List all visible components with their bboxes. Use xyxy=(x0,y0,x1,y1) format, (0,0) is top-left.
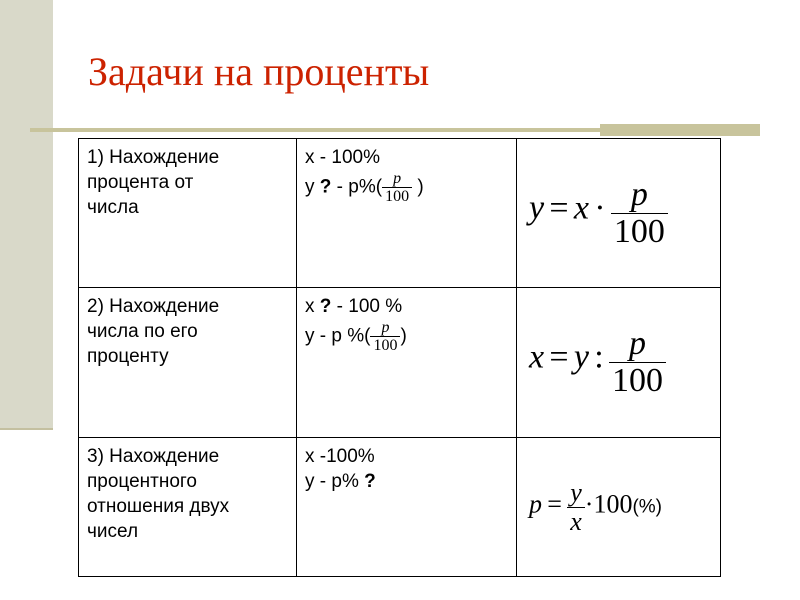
relation-text: ) xyxy=(417,176,424,198)
fraction-denominator: x xyxy=(570,506,582,536)
formula-eq: = xyxy=(547,489,562,519)
task-text-line: числа по его xyxy=(87,321,198,342)
relation-var: у xyxy=(305,176,315,198)
percent-tasks-table xyxy=(78,138,721,577)
fraction-denominator: 100 xyxy=(613,212,665,250)
slide-title: Задачи на проценты xyxy=(88,49,430,94)
relation-fraction xyxy=(382,170,412,205)
task-text-line: процента от xyxy=(87,172,194,193)
task-text-line: чисел xyxy=(87,521,139,542)
formula-var: x xyxy=(573,189,589,227)
formula-var: y xyxy=(573,338,589,376)
formula-eq: = xyxy=(549,338,569,376)
unknown-mark: ? xyxy=(319,296,332,317)
task-cell xyxy=(79,139,297,288)
formula-suffix: (%) xyxy=(632,496,663,518)
formula-fraction xyxy=(609,326,666,399)
relation-cell xyxy=(297,288,517,438)
formula-op: : xyxy=(594,338,604,376)
fraction-denominator: 100 xyxy=(611,362,663,399)
relation-text: - р%( xyxy=(336,176,383,198)
unknown-mark: ? xyxy=(319,176,332,198)
task-text-line: 2) Нахождение xyxy=(87,296,220,317)
formula-cell xyxy=(517,139,721,288)
relation-var: х xyxy=(305,296,315,317)
fraction-denominator: 100 xyxy=(373,337,398,354)
task-text-line: отношения двух xyxy=(87,496,230,517)
relation-text: у - р% xyxy=(305,471,359,492)
relation-line: х -100% xyxy=(305,446,375,467)
formula-op: · xyxy=(584,489,594,519)
table-row xyxy=(79,288,721,438)
sidebar-divider xyxy=(0,428,53,430)
title-underline-accent xyxy=(600,124,760,136)
formula-lhs: x xyxy=(529,338,545,376)
formula-eq: = xyxy=(549,189,569,227)
task-text-line: 1) Нахождение xyxy=(87,147,220,168)
table-row xyxy=(79,438,721,577)
relation-fraction xyxy=(370,319,400,354)
relation-text: - 100 % xyxy=(336,296,403,317)
formula-lhs: p xyxy=(529,489,542,519)
task-cell xyxy=(79,288,297,438)
table-row xyxy=(79,139,721,288)
relation-cell xyxy=(297,139,517,288)
fraction-numerator: p xyxy=(611,177,668,214)
fraction-numerator: p xyxy=(609,326,666,363)
fraction-numerator: p xyxy=(370,319,400,337)
fraction-denominator: 100 xyxy=(385,188,410,205)
relation-line: х - 100% xyxy=(305,147,380,168)
task-text-line: 3) Нахождение xyxy=(87,446,220,467)
formula-cell xyxy=(517,288,721,438)
decorative-sidebar xyxy=(0,0,53,428)
formula-multiplier: 100 xyxy=(593,489,633,519)
formula-op: · xyxy=(594,189,606,227)
relation-line xyxy=(305,319,508,354)
relation-cell xyxy=(297,438,517,577)
relation-text: ) xyxy=(400,325,407,347)
task-cell xyxy=(79,438,297,577)
fraction-numerator: p xyxy=(382,170,412,188)
relation-line xyxy=(305,294,508,319)
formula-fraction xyxy=(567,479,585,536)
formula-lhs: y xyxy=(529,189,545,227)
task-text-line: проценту xyxy=(87,346,169,367)
relation-text: у - р %( xyxy=(305,325,371,347)
formula-cell xyxy=(517,438,721,577)
relation-line xyxy=(305,170,508,205)
unknown-mark: ? xyxy=(364,471,376,492)
fraction-numerator: y xyxy=(567,479,585,508)
task-text-line: числа xyxy=(87,197,139,218)
formula-fraction xyxy=(611,177,668,250)
relation-line xyxy=(305,469,508,494)
task-text-line: процентного xyxy=(87,471,197,492)
